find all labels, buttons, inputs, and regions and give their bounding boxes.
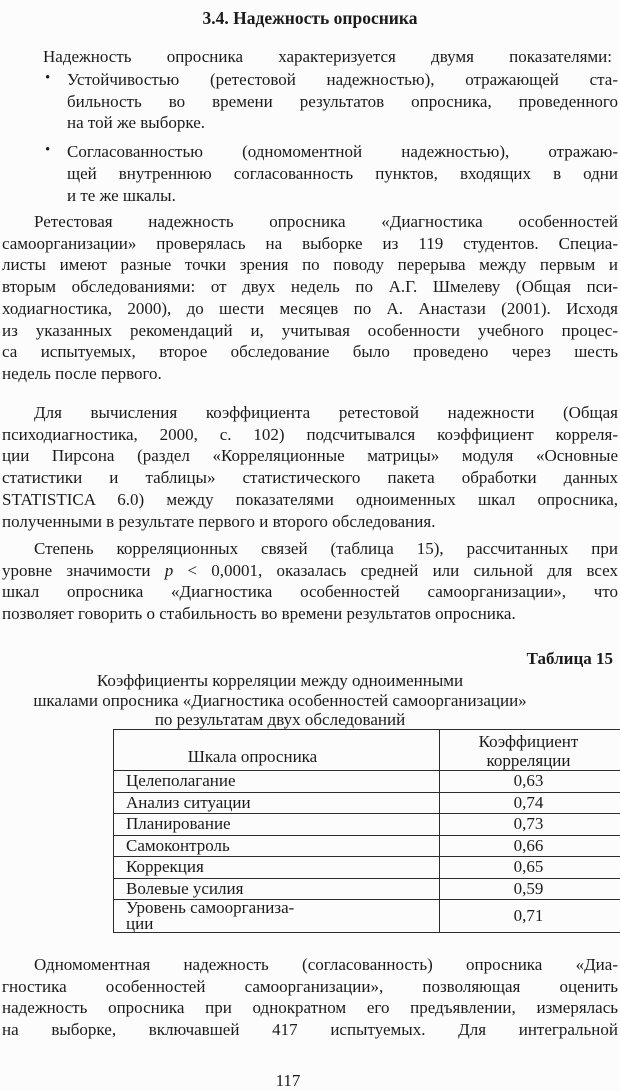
text-line: ходиагностика, 2000), до шести месяцев по А. Анастази (2001). Исходя [2, 298, 618, 318]
text-line: и те же шкалы. [67, 185, 176, 205]
value-cell: 0,74 [440, 792, 620, 814]
scale-cell: Планирование [114, 814, 440, 836]
text-line: статистики и таблицы» статистического пакета обработки данных [2, 468, 618, 488]
scale-cell: Анализ ситуации [114, 792, 440, 814]
paragraph-retest-reliability [2, 211, 618, 385]
text-line [2, 560, 618, 582]
text-line: листы имеют разные точки зрения по поводу перерыва между первым и [2, 255, 618, 275]
text-line: щей внутреннюю согласованность пунктов, входящих в одни [67, 163, 618, 183]
text-line: Для вычисления коэффициента ретестовой надежности (Общая [34, 403, 618, 422]
table-label: Таблица 15 [526, 649, 613, 668]
paragraph-internal-consistency [2, 954, 618, 1041]
text-line: Ретестовая надежность опросника «Диагностика особенностей [34, 212, 618, 231]
text-line: шкал опросника «Диагностика особенностей самоорганизации», что [2, 582, 618, 602]
text-line: вторым обследованиями: от двух недель по А.Г. Шмелеву (Общая пси- [2, 277, 618, 297]
text-line: недель после первого. [2, 363, 162, 383]
text-line: Согласованностью (одномоментной надежностью), отражаю- [67, 142, 618, 162]
section-title: 3.4. Надежность опросника [202, 8, 418, 28]
value-cell: 0,73 [440, 814, 620, 836]
table-row [114, 835, 620, 857]
math-variable-p: p [164, 560, 174, 580]
value-cell: 0,71 [440, 900, 620, 933]
value-cell: 0,63 [440, 771, 620, 793]
table-row [114, 857, 620, 879]
scale-cell: Самоконтроль [114, 835, 440, 857]
text-line: из указанных рекомендаций и, учитывая особенности учебного процес- [2, 320, 618, 340]
text-line: ции [126, 914, 154, 933]
text-line: на той же выборке. [67, 113, 205, 133]
text-segment: < 0,0001, оказалась средней или сильной для всех [173, 560, 618, 580]
text-line: самоорганизации» проверялась на выборке из 119 студентов. Специа- [2, 233, 618, 253]
scale-cell: Волевые усилия [114, 878, 440, 900]
caption-line: по результатам двух обследований [154, 710, 406, 729]
text-line: на выборке, включавшей 417 испытуемых. Для интегральной [2, 1020, 618, 1040]
table-header-row [114, 730, 620, 771]
text-line: гностика особенностей самоорганизации», позволяющая оценить [2, 976, 618, 996]
column-header-coefficient [440, 730, 620, 771]
text-line: STATISTICA 6.0) между показателями одноименных шкал опросника, [2, 489, 618, 509]
text-line: бильность во времени результатов опросника, проведенного [67, 91, 618, 111]
caption-line: шкалами опросника «Диагностика особенностей самоорганизации» [33, 690, 527, 710]
value-cell: 0,66 [440, 835, 620, 857]
bullet-marker: • [45, 142, 51, 159]
table-row [114, 792, 620, 814]
text-line: Уровень самоорганиза- [126, 898, 295, 917]
text-line: Одномоментная надежность (согласованность) опросника «Диа- [34, 955, 618, 974]
text-line: надежность опросника при однократном его предъявлении, измерялась [2, 998, 618, 1018]
page-number: 117 [275, 1071, 301, 1090]
table-row [114, 814, 620, 836]
scale-cell: Коррекция [114, 857, 440, 879]
table-row [114, 771, 620, 793]
bullet-item [2, 69, 618, 134]
bullet-list [2, 69, 618, 213]
text-line: са испытуемых, второе обследование было проведено через шесть [2, 342, 618, 362]
paragraph-coefficient-calculation [2, 402, 618, 532]
text-line: позволяет говорить о стабильность во времени результатов опросника. [2, 604, 516, 624]
intro-paragraph: Надежность опросника характеризуется двумя показателями: [43, 47, 612, 66]
text-line: Устойчивостью (ретестовой надежностью), отражающей ста- [67, 70, 618, 89]
bullet-text [67, 69, 618, 134]
correlation-table [113, 729, 620, 933]
table-row [114, 900, 620, 933]
text-line: полученными в результате первого и второго обследования. [2, 511, 436, 531]
text-line: ции Пирсона (раздел «Корреляционные матрицы» модуля «Основные [2, 446, 618, 466]
text-segment: уровне значимости [2, 560, 165, 580]
value-cell: 0,59 [440, 878, 620, 900]
text-line: психодиагностика, 2000, с. 102) подсчитывался коэффициент корреля- [2, 424, 618, 444]
value-cell: 0,65 [440, 857, 620, 879]
table-row [114, 878, 620, 900]
scale-cell [114, 900, 440, 933]
scale-cell: Целеполагание [114, 771, 440, 793]
bullet-marker: • [45, 70, 51, 86]
header-line: корреляции [486, 751, 571, 770]
table-caption [10, 671, 550, 730]
column-header-scale: Шкала опросника [114, 730, 440, 771]
paragraph-correlation-degree [2, 538, 618, 625]
header-line: Коэффициент [478, 732, 579, 751]
text-line: Степень корреляционных связей (таблица 15), рассчитанных при [34, 539, 618, 558]
bullet-item [2, 141, 618, 206]
caption-line: Коэффициенты корреляции между одноименными [96, 671, 464, 690]
bullet-text [67, 141, 618, 206]
